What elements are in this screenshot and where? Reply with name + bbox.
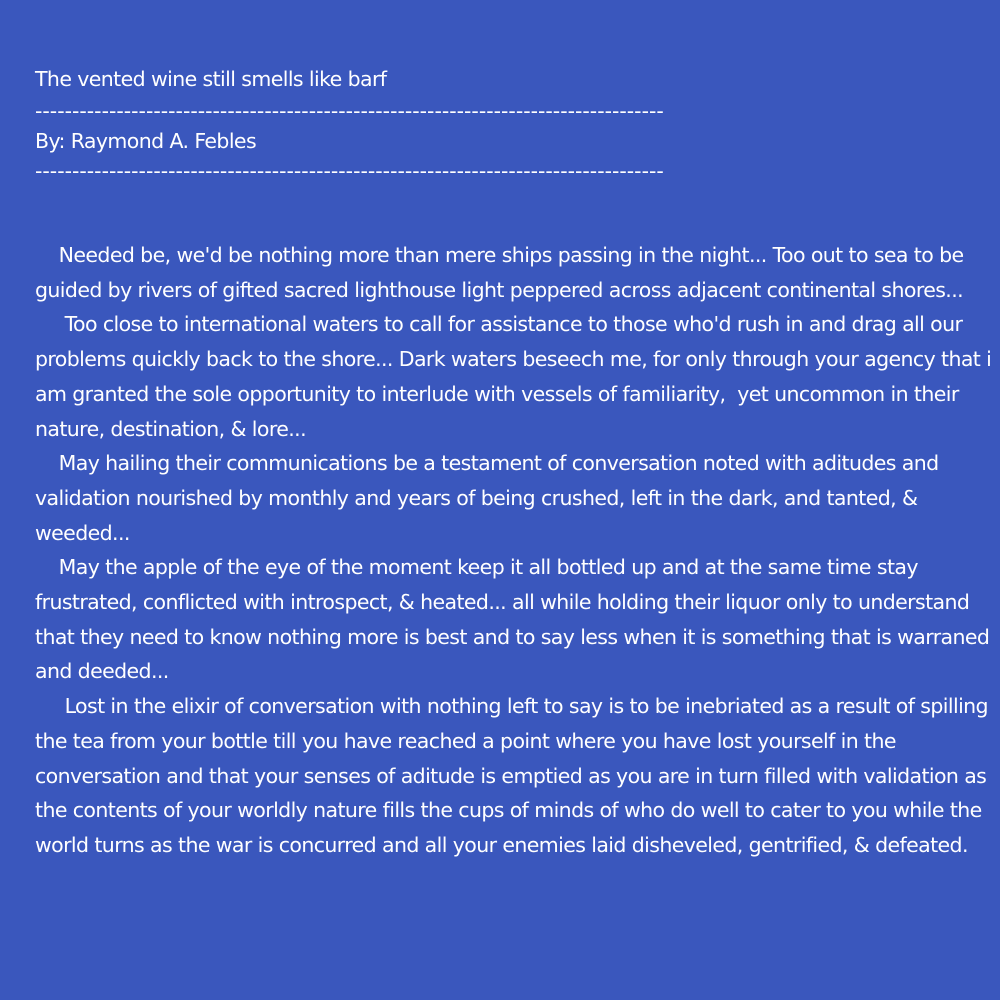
- divider-top: -------------------------------------------------------------------------------------: [35, 99, 664, 123]
- paragraph: May hailing their communications be a testament of conversation noted with aditudes and validation nourished by monthly and years of being crushed, left in the dark, and tanted, & weeded...: [35, 451, 945, 545]
- author-line: By: Raymond A. Febles: [35, 129, 257, 153]
- paragraph: Too close to international waters to call for assistance to those who'd rush in and drag all our problems quickly back to the shore... Dark waters beseech me, for only through your agency that i am granted the sole opportunity to interlude with vessels of familiarity, yet uncommon in their nature, destination, & lore...: [35, 312, 998, 441]
- divider-bottom: -------------------------------------------------------------------------------------: [35, 159, 664, 183]
- paragraph: Lost in the elixir of conversation with nothing left to say is to be inebriated as a result of spilling the tea from your bottle till you have reached a point where you have lost yourself in the conversation and that your senses of aditude is emptied as you are in turn filled with validation as the contents of your worldly nature fills the cups of minds of who do well to cater to you while the world turns as the war is concurred and all your enemies laid disheveled, gentrified, & defeated.: [35, 694, 994, 857]
- poem-body: [35, 238, 998, 863]
- paragraph: May the apple of the eye of the moment keep it all bottled up and at the same time stay frustrated, conflicted with introspect, & heated... all while holding their liquor only to understand that they need to know nothing more is best and to say less when it is something that is warraned and deeded...: [35, 555, 996, 684]
- poem-title: The vented wine still smells like barf: [35, 67, 387, 91]
- paragraph: Needed be, we'd be nothing more than mere ships passing in the night... Too out to sea to be guided by rivers of gifted sacred lighthouse light peppered across adjacent continental shores...: [35, 243, 970, 302]
- poem-page: [35, 62, 998, 863]
